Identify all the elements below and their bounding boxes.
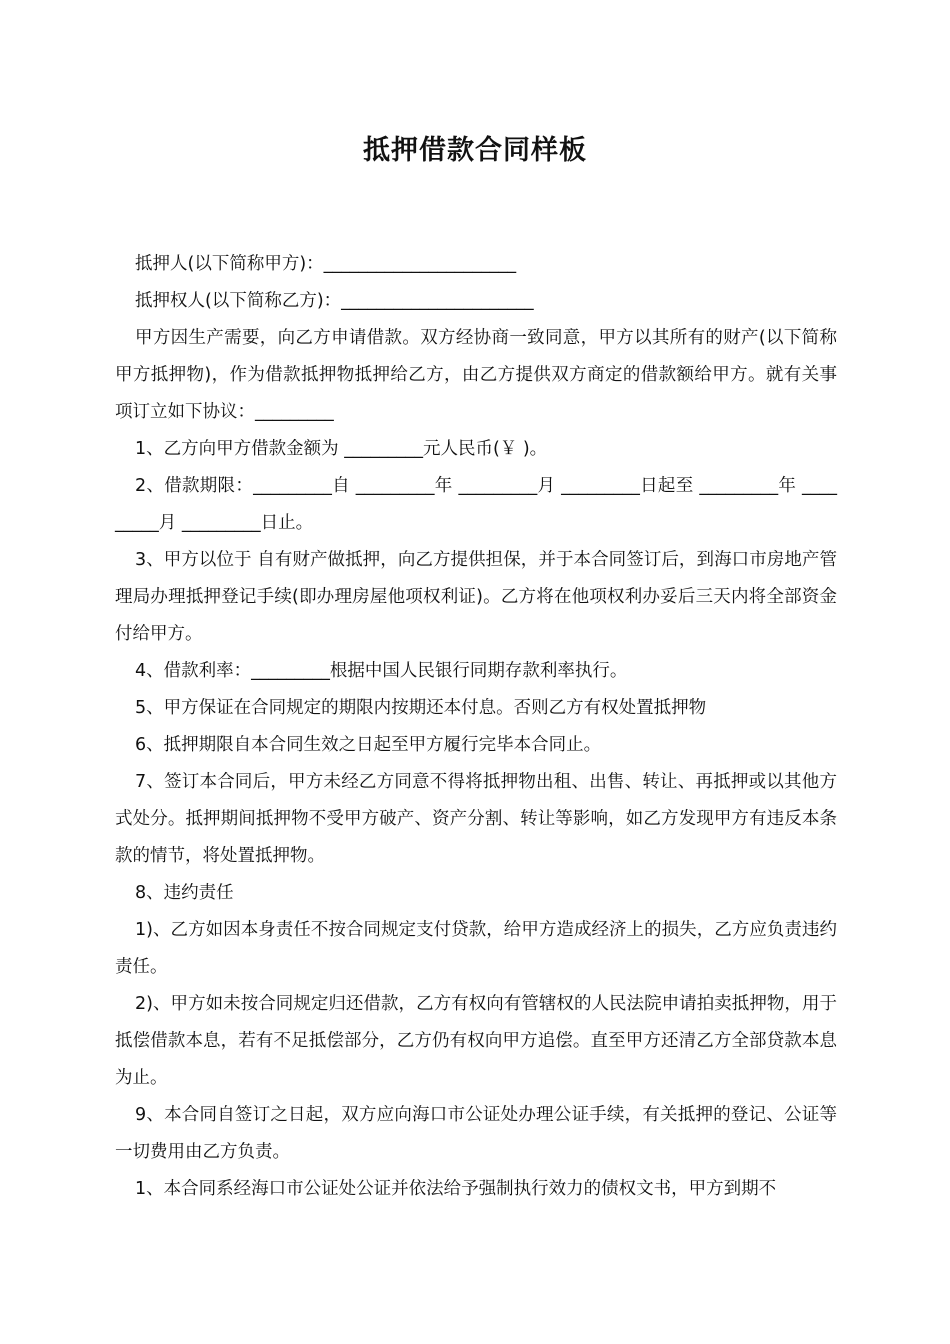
clause-8-1: 1)、乙方如因本身责任不按合同规定支付贷款，给甲方造成经济上的损失，乙方应负责违约责任。 — [115, 920, 837, 977]
clause-9-1: 1、本合同系经海口市公证处公证并依法给予强制执行效力的债权文书，甲方到期不 — [135, 1179, 777, 1199]
clause-8-2: 2)、甲方如未按合同规定归还借款，乙方有权向有管辖权的人民法院申请拍卖抵押物，用于抵偿借款本息，若有不足抵偿部分，乙方仍有权向甲方追偿。直至甲方还清乙方全部贷款本息为止。 — [115, 994, 837, 1088]
clause-6-period: 6、抵押期限自本合同生效之日起至甲方履行完毕本合同止。 — [135, 735, 602, 755]
document-title: 抵押借款合同样板 — [363, 135, 587, 166]
paragraph-preamble: 甲方因生产需要，向乙方申请借款。双方经协商一致同意，甲方以其所有的财产(以下简称甲方抵押物)，作为借款抵押物抵押给乙方，由乙方提供双方商定的借款额给甲方。就有关事项订立如下协议：_________ — [115, 328, 837, 422]
clause-3-collateral: 3、甲方以位于 自有财产做抵押，向乙方提供担保，并于本合同签订后，到海口市房地产管理局办理抵押登记手续(即办理房屋他项权利证)。乙方将在他项权利办妥后三天内将全部资金付给甲方。 — [115, 550, 837, 644]
clause-4-interest: 4、借款利率：_________根据中国人民银行同期存款利率执行。 — [135, 661, 628, 681]
document-body — [115, 246, 837, 1208]
clause-8-liability: 8、违约责任 — [135, 883, 234, 903]
clause-7-restrictions: 7、签订本合同后，甲方未经乙方同意不得将抵押物出租、出售、转让、再抵押或以其他方式处分。抵押期间抵押物不受甲方破产、资产分割、转让等影响，如乙方发现甲方有违反本条款的情节，将处置抵押物。 — [115, 772, 837, 866]
clause-2-term: 2、借款期限：_________自 _________年 _________月 _________日起至 _________年 _________月 _________日止。 — [115, 476, 837, 533]
paragraph-mortgagee: 抵押权人(以下简称乙方)：______________________ — [135, 291, 534, 311]
clause-5-repayment: 5、甲方保证在合同规定的期限内按期还本付息。否则乙方有权处置抵押物 — [135, 698, 707, 718]
paragraph-mortgagor: 抵押人(以下简称甲方)：______________________ — [135, 254, 517, 274]
clause-1-amount: 1、乙方向甲方借款金额为 _________元人民币(￥ )。 — [135, 439, 548, 459]
clause-9-notary: 9、本合同自签订之日起，双方应向海口市公证处办理公证手续，有关抵押的登记、公证等一切费用由乙方负责。 — [115, 1105, 837, 1162]
